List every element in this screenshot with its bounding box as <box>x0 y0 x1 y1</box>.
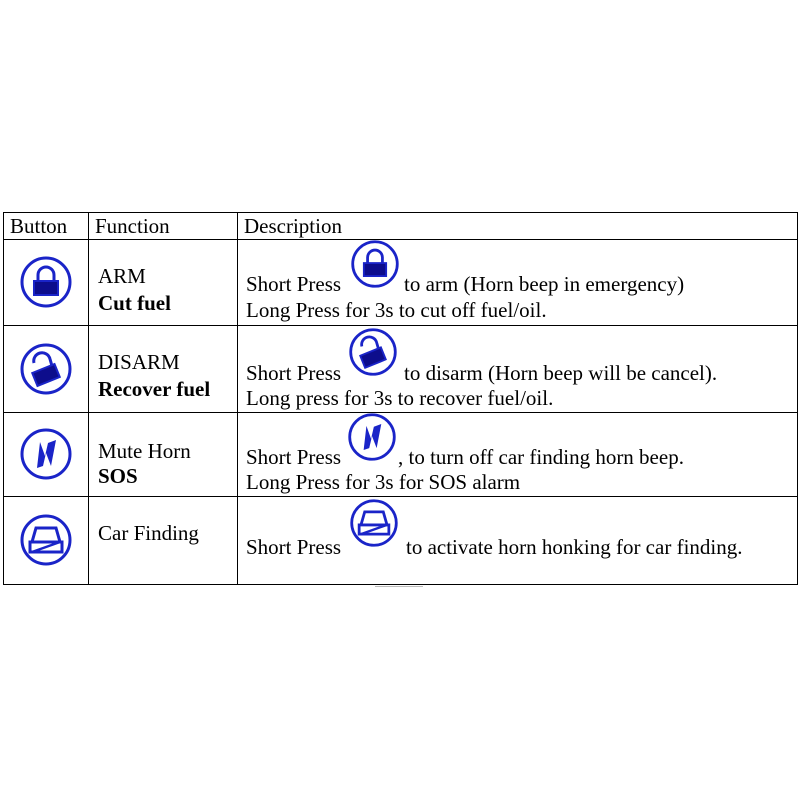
function-cell <box>89 325 238 412</box>
desc-prefix: Short Press <box>246 445 342 470</box>
lock-open-icon <box>347 326 399 378</box>
header-button: Button <box>4 213 89 240</box>
function-subname: Cut fuel <box>98 291 171 316</box>
car-icon <box>18 512 74 568</box>
function-cell <box>89 413 238 496</box>
table-row <box>4 413 798 496</box>
function-subname: Recover fuel <box>98 376 211 401</box>
desc-suffix: , to turn off car finding horn beep. <box>398 445 684 470</box>
desc-line2: Long press for 3s to recover fuel/oil. <box>246 385 554 410</box>
desc-suffix: to activate horn honking for car finding. <box>406 534 743 559</box>
desc-line2: Long Press for 3s to cut off fuel/oil. <box>246 298 547 323</box>
desc-prefix: Short Press <box>246 360 342 385</box>
divider <box>375 586 423 589</box>
lock-closed-icon <box>18 254 74 310</box>
function-subname: SOS <box>98 464 138 489</box>
description-cell <box>238 413 798 496</box>
button-cell <box>4 325 89 412</box>
button-cell <box>4 496 89 585</box>
description-cell <box>238 496 798 585</box>
lightning-icon <box>346 411 398 463</box>
button-cell <box>4 413 89 496</box>
button-function-table <box>3 212 798 585</box>
table-header-row <box>4 213 798 240</box>
function-name: ARM <box>98 264 146 289</box>
function-name: Car Finding <box>98 520 199 545</box>
desc-suffix: to disarm (Horn beep will be cancel). <box>404 360 718 385</box>
header-description: Description <box>238 213 798 240</box>
description-cell <box>238 325 798 412</box>
table-row <box>4 325 798 412</box>
function-name: DISARM <box>98 349 180 374</box>
header-function: Function <box>89 213 238 240</box>
desc-prefix: Short Press <box>246 272 342 297</box>
desc-suffix: to arm (Horn beep in emergency) <box>404 272 685 297</box>
desc-line2: Long Press for 3s for SOS alarm <box>246 470 521 495</box>
lock-closed-icon <box>349 238 401 290</box>
lock-open-icon <box>18 341 74 397</box>
description-cell <box>238 240 798 325</box>
table-row <box>4 240 798 325</box>
table-row <box>4 496 798 585</box>
car-icon <box>348 497 400 549</box>
button-cell <box>4 240 89 325</box>
function-cell <box>89 240 238 325</box>
lightning-icon <box>18 426 74 482</box>
function-name: Mute Horn <box>98 439 191 464</box>
function-cell <box>89 496 238 585</box>
desc-prefix: Short Press <box>246 534 342 559</box>
